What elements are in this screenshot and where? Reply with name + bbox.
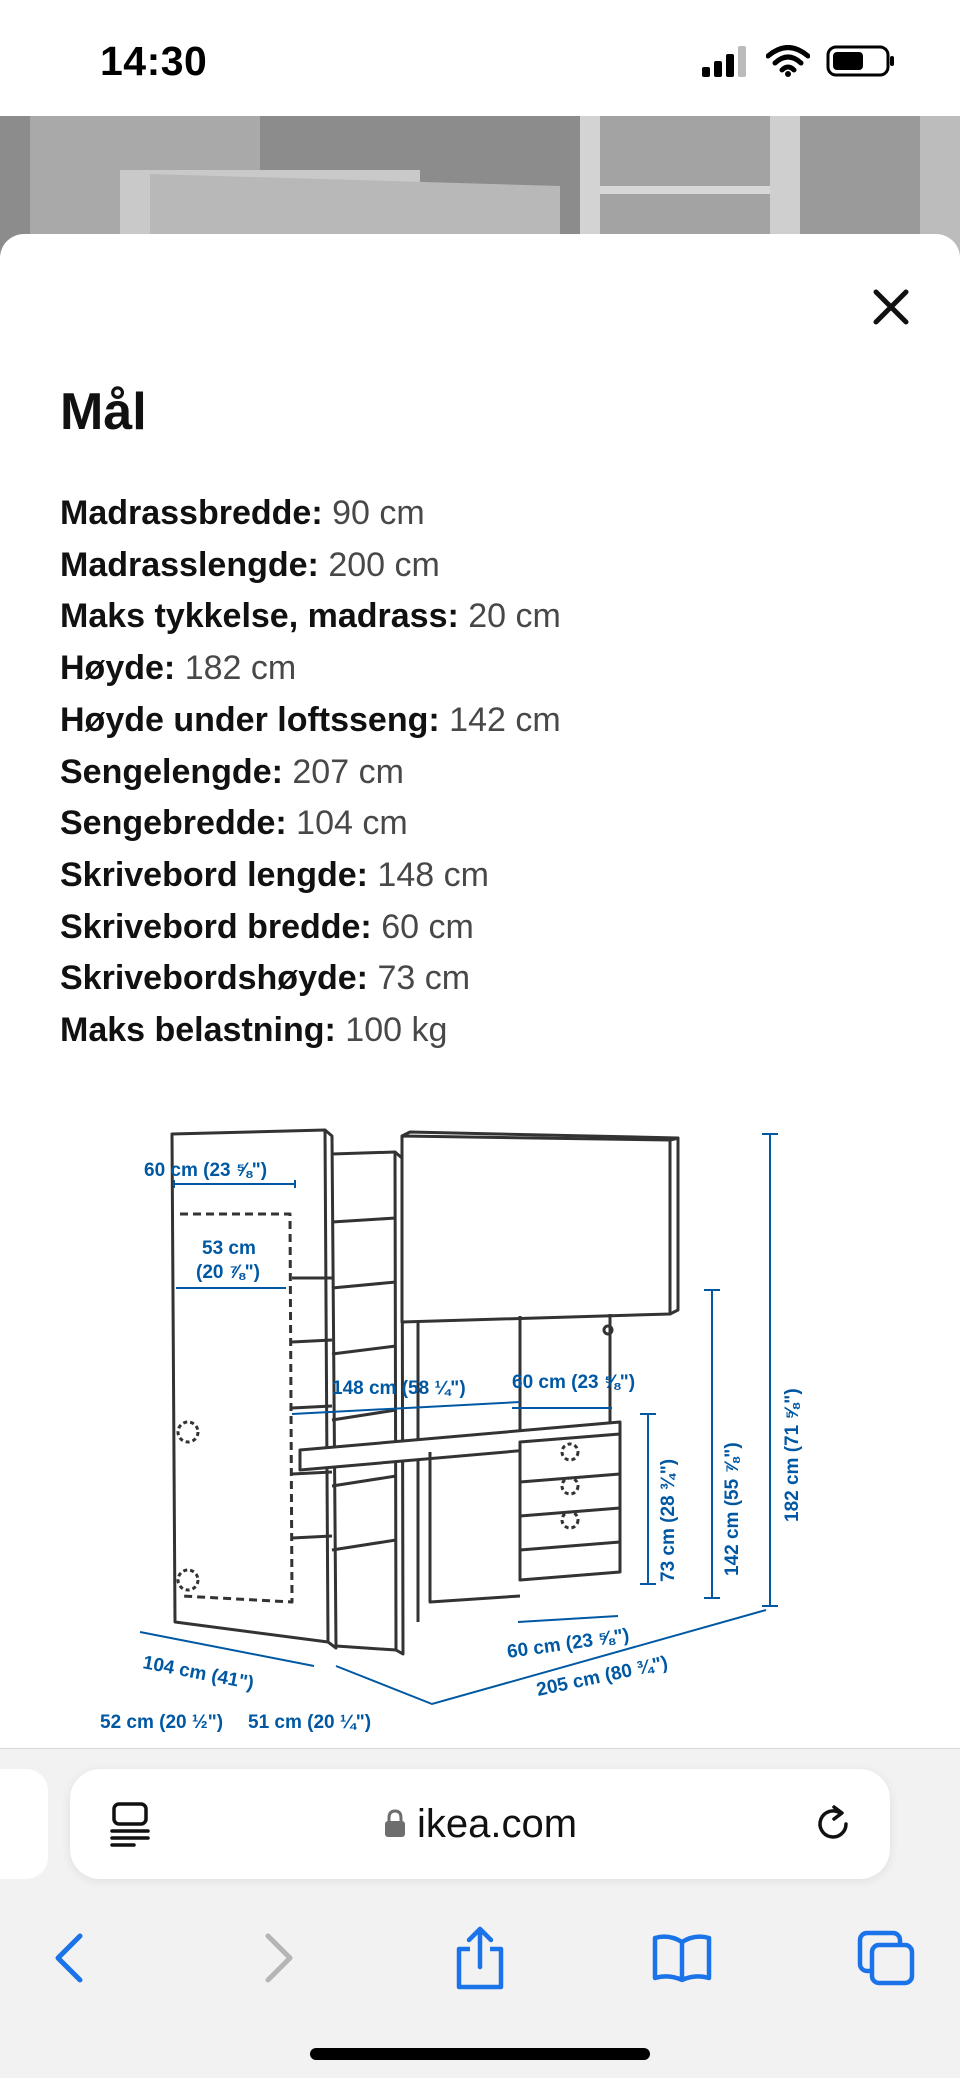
spec-label: Høyde under loftsseng: xyxy=(60,700,440,739)
dim-total-width: 104 cm (41") xyxy=(141,1652,256,1695)
share-icon xyxy=(453,1925,507,1991)
share-button[interactable] xyxy=(440,1918,520,1998)
spec-value: 148 cm xyxy=(377,855,489,894)
dim-under-height: 142 cm (55 ⅞") xyxy=(722,1442,743,1576)
spec-row-mattress-width xyxy=(60,488,561,540)
lock-icon xyxy=(383,1809,407,1839)
dim-wardrobe-inner-2: (20 ⅞") xyxy=(196,1262,260,1283)
tabs-icon xyxy=(856,1929,916,1987)
dim-desk-height: 73 cm (28 ¾") xyxy=(658,1458,679,1582)
battery-icon xyxy=(826,44,896,78)
cellular-signal-icon xyxy=(702,45,750,77)
status-time: 14:30 xyxy=(100,38,208,84)
spec-row-desk-length xyxy=(60,850,561,902)
back-icon xyxy=(50,1928,90,1988)
spec-row-mattress-length xyxy=(60,540,561,592)
browser-address-area xyxy=(0,1748,960,1888)
home-indicator xyxy=(310,2048,650,2060)
dim-total-height: 182 cm (71 ⅝") xyxy=(782,1388,803,1522)
bookmarks-button[interactable] xyxy=(642,1918,722,1998)
spec-value: 100 kg xyxy=(345,1011,448,1050)
spec-label: Skrivebordshøyde: xyxy=(60,959,368,998)
forward-icon xyxy=(258,1928,298,1988)
back-button[interactable] xyxy=(30,1918,110,1998)
spec-label: Maks tykkelse, madrass: xyxy=(60,597,459,636)
spec-label: Høyde: xyxy=(60,649,176,688)
spec-label: Sengelengde: xyxy=(60,752,283,791)
tabs-button[interactable] xyxy=(846,1918,926,1998)
spec-value: 207 cm xyxy=(292,752,404,791)
dim-desk-length: 148 cm (58 ¼") xyxy=(332,1378,466,1399)
spec-row-max-mattress-thickness xyxy=(60,591,561,643)
bookmarks-icon xyxy=(651,1932,713,1984)
spec-row-height xyxy=(60,643,561,695)
wifi-icon xyxy=(766,45,810,77)
dim-wardrobe-inner-1: 53 cm xyxy=(202,1238,256,1259)
dim-wardrobe-depth: 60 cm (23 ⅝") xyxy=(144,1160,268,1181)
dim-cut-2: 51 cm (20 ¼") xyxy=(248,1712,372,1733)
spec-row-bed-width xyxy=(60,798,561,850)
sheet-title: Mål xyxy=(60,383,147,441)
spec-label: Skrivebord bredde: xyxy=(60,907,372,946)
forward-button[interactable] xyxy=(238,1918,318,1998)
spec-label: Sengebredde: xyxy=(60,804,287,843)
reload-icon[interactable] xyxy=(812,1803,854,1850)
spec-value: 90 cm xyxy=(332,494,425,532)
spec-label: Madrassbredde: xyxy=(60,494,323,532)
url-text: ikea.com xyxy=(416,1801,578,1846)
browser-toolbar xyxy=(0,1888,960,2078)
spec-value: 104 cm xyxy=(296,804,408,843)
spec-value: 200 cm xyxy=(328,545,440,584)
spec-value: 20 cm xyxy=(468,597,561,636)
close-button[interactable] xyxy=(864,280,918,334)
spec-label: Maks belastning: xyxy=(60,1011,336,1050)
spec-label: Skrivebord lengde: xyxy=(60,855,368,894)
dim-desk-depth: 60 cm (23 ⅝") xyxy=(512,1372,636,1393)
spec-value: 73 cm xyxy=(377,959,471,998)
spec-row-bed-length xyxy=(60,747,561,799)
dim-total-length: 205 cm (80 ¾") xyxy=(534,1652,670,1701)
spec-row-max-load xyxy=(60,1005,561,1057)
dim-cut-1: 52 cm (20 ½") xyxy=(100,1712,224,1733)
previous-tab-preview[interactable] xyxy=(0,1769,48,1879)
status-icons xyxy=(702,44,896,78)
spec-row-desk-height xyxy=(60,953,561,1005)
spec-row-height-under-bed xyxy=(60,695,561,747)
close-icon xyxy=(864,280,918,334)
dimension-drawing xyxy=(100,1102,820,1734)
address-bar[interactable] xyxy=(70,1769,890,1879)
dim-desk-base-depth: 60 cm (23 ⅝") xyxy=(505,1625,631,1663)
url-display xyxy=(70,1769,890,1879)
status-bar xyxy=(0,0,960,116)
spec-value: 60 cm xyxy=(381,907,474,946)
spec-value: 182 cm xyxy=(184,649,297,688)
spec-label: Madrasslengde: xyxy=(60,545,319,584)
dimensions-sheet xyxy=(0,234,960,1764)
spec-row-desk-width xyxy=(60,902,561,954)
spec-list xyxy=(60,488,561,1057)
spec-value: 142 cm xyxy=(449,700,561,739)
